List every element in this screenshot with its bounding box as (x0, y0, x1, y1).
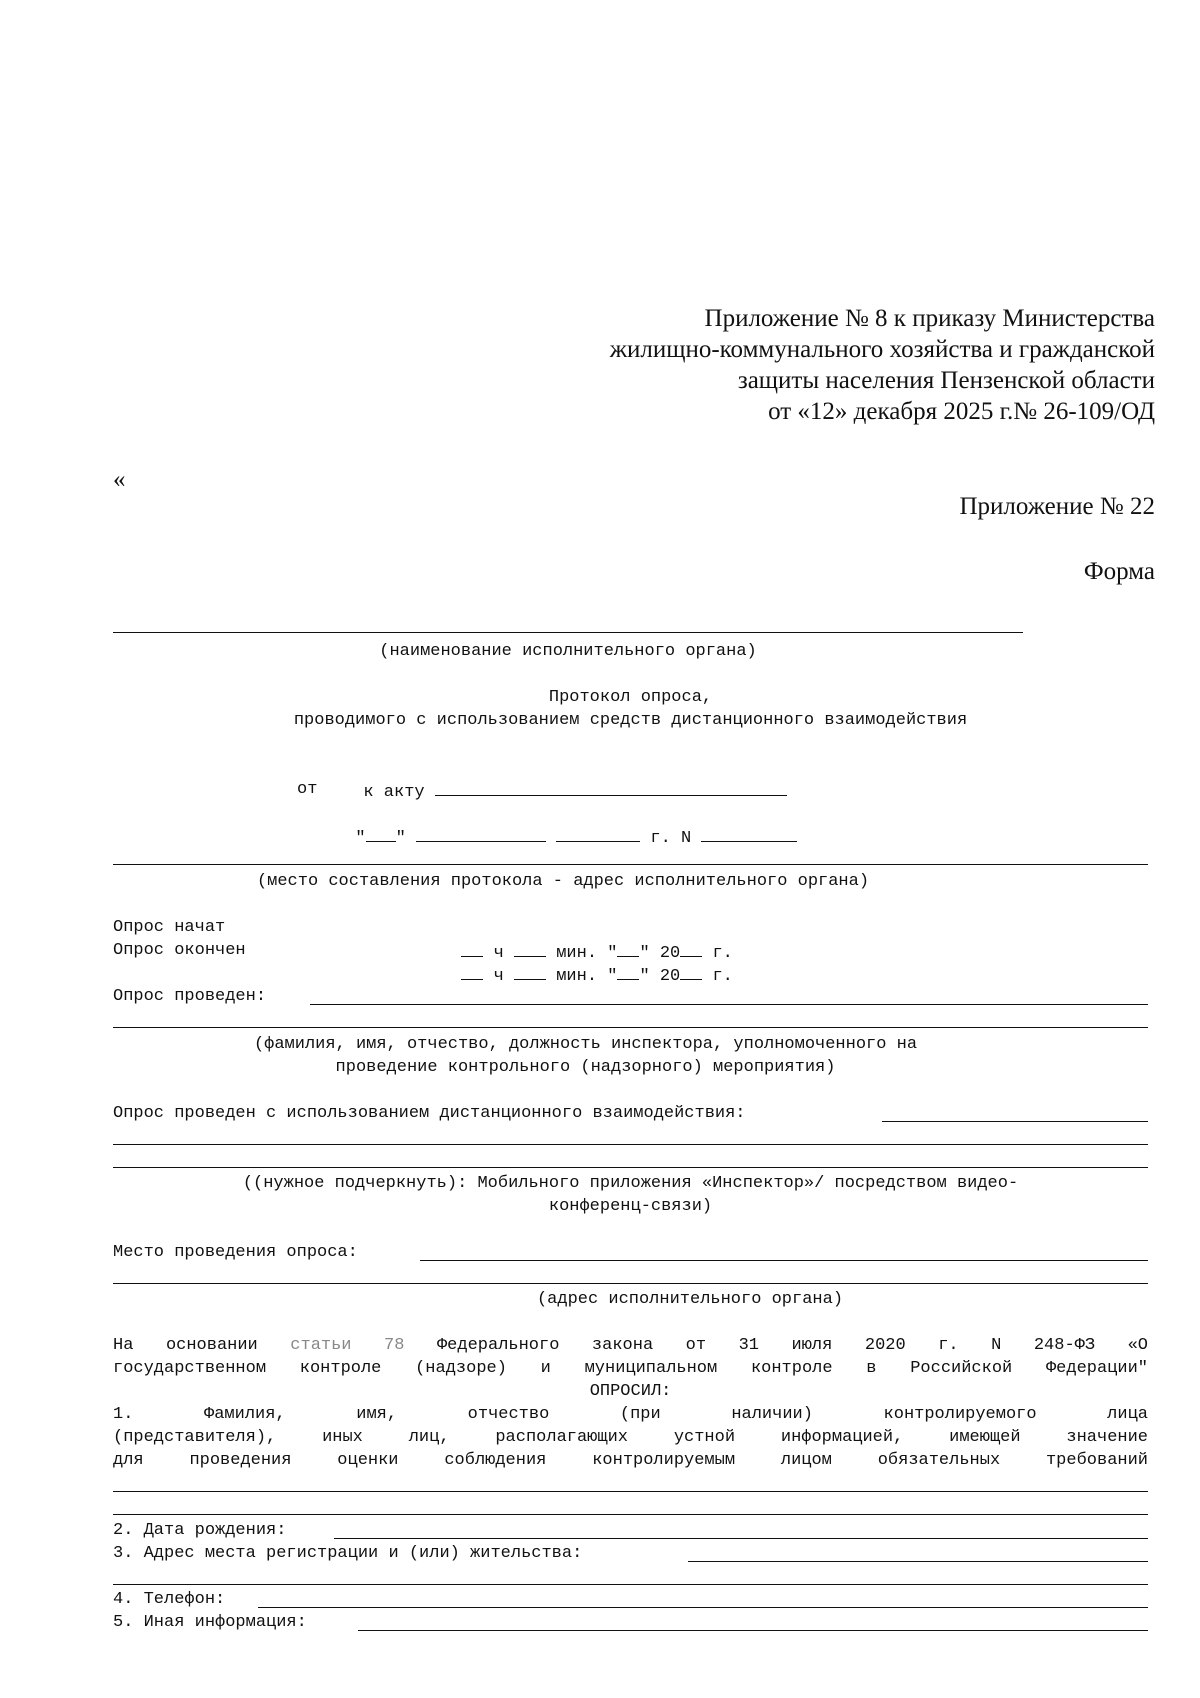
act-year-field[interactable] (556, 824, 640, 842)
phone-field[interactable] (258, 1607, 1148, 1608)
basis-line-1: На основании статьи 78 Федерального закона от 31 июля 2020 г. N 248-ФЗ «О (113, 1336, 1148, 1355)
survey-end-time: ч мин. " " 20 г. (441, 939, 733, 988)
remote-label: Опрос проведен с использованием дистанционного взаимодействия: (113, 1104, 746, 1123)
article-link[interactable]: статьи (290, 1336, 352, 1355)
conducted-label: Опрос проведен: (113, 987, 267, 1006)
form-label: Форма (1083, 558, 1155, 585)
birth-date-field[interactable] (334, 1538, 1148, 1539)
item-1-line-3: для проведения оценки соблюдения контролируемым лицом обязательных требований (113, 1451, 1148, 1470)
act-number-field[interactable] (435, 778, 787, 796)
protocol-title-line-2: проводимого с использованием средств дистанционного взаимодействия (293, 711, 968, 730)
address-caption: (адрес исполнительного органа) (536, 1290, 844, 1309)
method-caption-line-2: конференц-связи) (548, 1197, 713, 1216)
item-1-line-2: (представителя), иных лиц, располагающих устной информацией, имеющей значение (113, 1428, 1148, 1447)
item-2-label: 2. Дата рождения: (113, 1521, 287, 1540)
order-header (420, 303, 1155, 427)
venue-field[interactable] (420, 1260, 1148, 1261)
item-1-field[interactable] (113, 1491, 1148, 1492)
end-hour-field[interactable] (461, 962, 483, 980)
act-from-label: от (297, 780, 318, 799)
item-5-label: 5. Иная информация: (113, 1613, 307, 1632)
survey-start-time: ч мин. " " 20 г. (441, 916, 733, 965)
address-field-line-2[interactable] (113, 1584, 1148, 1585)
asked-heading: ОПРОСИЛ: (589, 1382, 672, 1401)
article-number: 78 (384, 1336, 405, 1355)
place-caption: (место составления протокола - адрес исполнительного органа) (256, 872, 870, 891)
venue-field-line-2[interactable] (113, 1283, 1148, 1284)
to-act-label: к акту (363, 783, 425, 802)
opening-quote: « (113, 466, 126, 493)
method-caption-line-1: ((нужное подчеркнуть): Мобильного приложения «Инспектор»/ посредством видео- (242, 1174, 1019, 1193)
act-date-row: " " г. N (335, 801, 797, 850)
place-line (113, 864, 1148, 865)
item-1-line-1: 1. Фамилия, имя, отчество (при наличии) контролируемого лица (113, 1405, 1148, 1424)
conducted-field[interactable] (310, 1004, 1148, 1005)
end-min-field[interactable] (514, 962, 546, 980)
address-field[interactable] (688, 1561, 1148, 1562)
venue-label: Место проведения опроса: (113, 1243, 358, 1262)
remote-field-line-3[interactable] (113, 1167, 1148, 1168)
act-doc-number-field[interactable] (701, 824, 797, 842)
act-month-field[interactable] (416, 824, 546, 842)
end-day-field[interactable] (617, 962, 639, 980)
remote-field[interactable] (882, 1121, 1148, 1122)
remote-field-line-2[interactable] (113, 1144, 1148, 1145)
item-4-label: 4. Телефон: (113, 1590, 226, 1609)
inspector-caption-line-1: (фамилия, имя, отчество, должность инспектора, уполномоченного на (253, 1035, 918, 1054)
act-day-field[interactable] (366, 824, 396, 842)
protocol-title-line-1: Протокол опроса, (548, 688, 713, 707)
order-header-line-3: защиты населения Пензенской области (737, 367, 1155, 394)
other-info-field[interactable] (358, 1630, 1148, 1631)
conducted-field-line-2[interactable] (113, 1027, 1148, 1028)
org-name-line (113, 632, 1023, 633)
item-3-label: 3. Адрес места регистрации и (или) жительства: (113, 1544, 583, 1563)
end-year-field[interactable] (680, 962, 702, 980)
survey-start-label: Опрос начат (113, 918, 226, 937)
order-header-line-2: жилищно-коммунального хозяйства и гражданской (609, 336, 1155, 363)
order-header-line-4: от «12» декабря 2025 г.№ 26-109/ОД (768, 398, 1155, 425)
order-header-line-1: Приложение № 8 к приказу Министерства (704, 305, 1155, 332)
item-1-field-line-2[interactable] (113, 1514, 1148, 1515)
survey-end-label: Опрос окончен (113, 941, 246, 960)
inspector-caption-line-2: проведение контрольного (надзорного) мероприятия) (335, 1058, 836, 1077)
basis-line-2: государственном контроле (надзоре) и муниципальном контроле в Российской Федерации" (113, 1359, 1148, 1378)
org-caption: (наименование исполнительного органа) (379, 642, 757, 661)
act-reference (343, 755, 787, 804)
appendix-number: Приложение № 22 (959, 493, 1155, 520)
